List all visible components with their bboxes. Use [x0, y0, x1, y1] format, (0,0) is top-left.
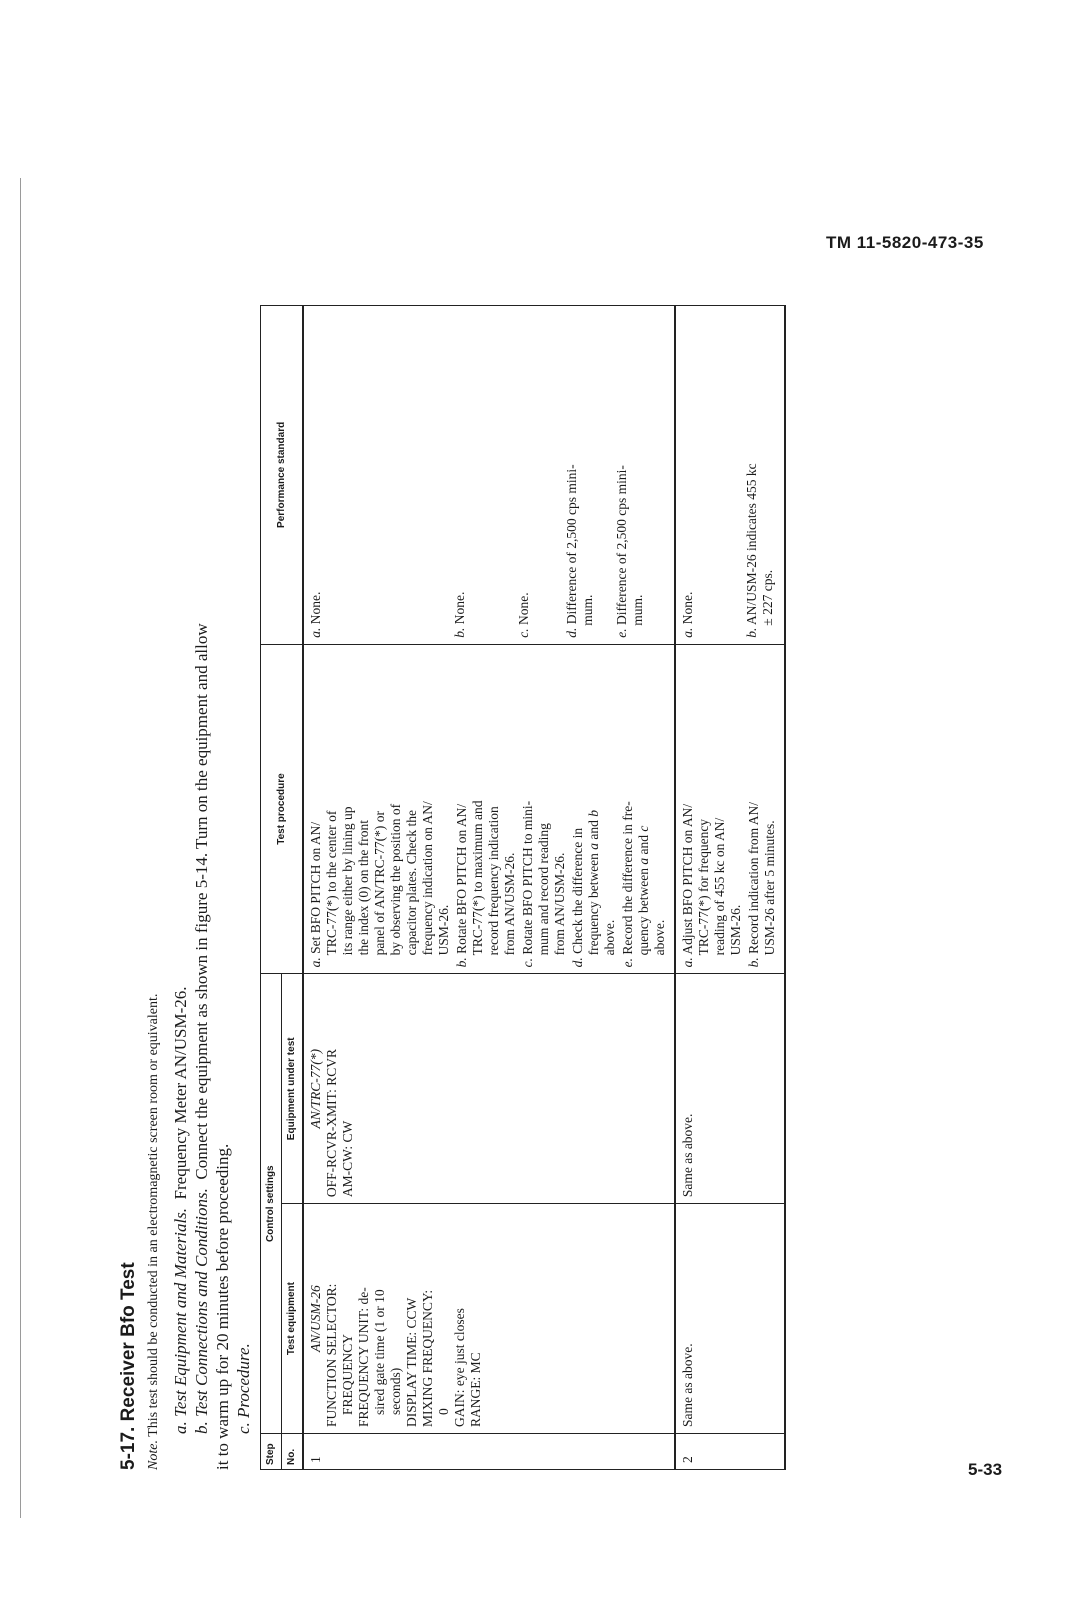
proc-item-c — [520, 651, 568, 968]
eut-line: OFF-RCVR-XMIT: RCVR — [324, 1048, 339, 1198]
step-1-performance-standard — [303, 306, 675, 645]
step-2-equipment-under-test: Same as above. — [675, 974, 785, 1204]
item-line — [636, 651, 652, 968]
perf-item-c — [516, 312, 564, 638]
note-label: Note. — [146, 1440, 161, 1470]
step-1-equipment-under-test — [303, 974, 675, 1204]
para-a-text: Frequency Meter AN/USM-26. — [171, 986, 190, 1200]
proc-item-a — [680, 651, 744, 968]
item-ref: b — [586, 809, 601, 817]
step-2-performance-standard — [675, 306, 785, 645]
item-line: its range either by lining up — [340, 806, 355, 956]
item-text: None. — [452, 591, 467, 625]
item-label: c. — [516, 628, 531, 638]
te-heading: AN/USM-26 — [308, 1285, 323, 1352]
te-line: FREQUENCY — [340, 1334, 355, 1416]
item-line: Adjust BFO PITCH on AN/ — [680, 803, 695, 955]
perf-item-a — [308, 312, 452, 638]
item-line: USM-26 after 5 minutes. — [762, 820, 777, 956]
item-label: d. — [570, 957, 585, 968]
item-line: TRC-77(*) to the center of — [324, 810, 339, 956]
section-note — [146, 170, 162, 1470]
item-label: b. — [452, 627, 467, 638]
item-label: e. — [620, 958, 635, 968]
item-label: a. — [680, 627, 695, 638]
item-line: Record the difference in fre- — [620, 801, 635, 955]
item-line — [586, 651, 602, 968]
item-label: d. — [564, 627, 579, 638]
item-line: ± 227 cps. — [760, 569, 775, 626]
item-ref: c — [636, 825, 651, 832]
item-line: above. — [602, 919, 617, 956]
te-line: sired gate time (1 or 10 — [372, 1289, 387, 1416]
item-line: from AN/USM-26. — [502, 852, 517, 956]
item-line: mum. — [580, 594, 595, 626]
step-1-test-procedure — [303, 644, 675, 974]
item-line: Difference of 2,500 cps mini- — [564, 464, 579, 625]
eut-line: AM-CW: CW — [340, 1120, 355, 1198]
item-line: panel of AN/TRC-77(*) or — [372, 811, 387, 956]
perf-item-b — [744, 312, 776, 638]
para-b-text-1: Connect the equipment as shown in figure 5-14. Turn on the equipment and allow — [192, 623, 211, 1180]
item-line: frequency indication on AN/ — [420, 801, 435, 956]
item-text: None. — [308, 591, 323, 625]
paragraph-b-continued: it to warm up for 20 minutes before proceeding. — [213, 1143, 232, 1470]
item-label: a. — [680, 957, 695, 968]
header-equipment-under-test: Equipment under test — [282, 974, 304, 1204]
te-line: DISPLAY TIME: CCW — [404, 1297, 419, 1428]
perf-item-b — [452, 312, 516, 638]
proc-item-d — [570, 651, 618, 968]
item-line: Record indication from AN/ — [746, 802, 761, 954]
section-title: 5-17. Receiver Bfo Test — [118, 1262, 139, 1470]
te-line: RANGE: MC — [468, 1352, 483, 1428]
item-line: Set BFO PITCH on AN/ — [308, 821, 323, 954]
header-no: No. — [282, 1434, 304, 1470]
te-line: 0 — [436, 1408, 451, 1416]
item-text: None. — [516, 592, 531, 625]
item-text: and — [636, 835, 651, 855]
item-line: mum and record reading — [536, 823, 551, 956]
item-line: record frequency indication — [486, 806, 501, 956]
item-label: b. — [746, 957, 761, 968]
item-line: the index (0) on the front — [356, 820, 371, 956]
paragraph-c — [233, 170, 254, 1470]
rotated-page-content — [118, 170, 898, 1470]
item-label: a. — [308, 957, 323, 968]
header-test-equipment: Test equipment — [282, 1204, 304, 1434]
item-text: frequency between — [586, 853, 601, 956]
step-2-no: 2 — [675, 1434, 785, 1470]
step-2-test-equipment: Same as above. — [675, 1204, 785, 1434]
proc-item-a — [308, 651, 452, 968]
item-line: TRC-77(*) for frequency — [696, 818, 711, 956]
item-line: USM-26. — [436, 904, 451, 956]
para-c-title: Procedure. — [234, 1343, 253, 1418]
para-a-label: a. — [171, 1421, 190, 1434]
item-line: Rotate BFO PITCH on AN/ — [454, 803, 469, 954]
eut-heading: AN/TRC-77(*) — [308, 1049, 323, 1129]
item-text: and — [586, 820, 601, 840]
table-row-step-2 — [675, 306, 785, 1470]
note-text: This test should be conducted in an electromagnetic screen room or equivalent. — [146, 993, 161, 1437]
tm-number-header: TM 11-5820-473-35 — [826, 233, 984, 252]
item-line: USM-26. — [728, 904, 743, 956]
para-a-title: Test Equipment and Materials. — [171, 1207, 190, 1417]
item-ref: a — [586, 842, 601, 850]
item-text: None. — [680, 591, 695, 625]
item-line: AN/USM-26 indicates 455 kc — [744, 463, 759, 625]
item-line: by observing the position of — [388, 803, 403, 956]
proc-item-b — [746, 651, 778, 968]
item-line: above. — [652, 919, 667, 956]
item-ref: a — [636, 857, 651, 865]
item-line: from AN/USM-26. — [552, 852, 567, 956]
te-line: FUNCTION SELECTOR: — [324, 1283, 339, 1428]
paragraph-a — [170, 170, 191, 1470]
item-label: c. — [520, 958, 535, 968]
te-line: seconds) — [388, 1367, 403, 1416]
te-line: FREQUENCY UNIT: de- — [356, 1287, 371, 1428]
item-line: Rotate BFO PITCH to mini- — [520, 800, 535, 955]
header-step: Step — [261, 1434, 282, 1470]
item-line: TRC-77(*) to maximum and — [470, 800, 485, 956]
header-performance-standard: Performance standard — [261, 306, 304, 645]
te-line: MIXING FREQUENCY: — [420, 1289, 435, 1428]
proc-item-b — [454, 651, 518, 968]
item-line: mum. — [630, 594, 645, 626]
item-text: quency between — [636, 868, 651, 956]
item-line: Check the difference in — [570, 827, 585, 954]
item-line: Difference of 2,500 cps mini- — [614, 465, 629, 625]
item-label: b. — [744, 627, 759, 638]
paragraph-b — [191, 170, 212, 1470]
step-1-test-equipment — [303, 1204, 675, 1434]
item-line: reading of 455 kc on AN/ — [712, 817, 727, 956]
procedure-table — [260, 305, 786, 1470]
table-row-step-1 — [303, 306, 675, 1470]
scan-margin-line — [20, 178, 21, 1518]
para-b-title: Test Connections and Conditions. — [192, 1188, 211, 1417]
perf-item-e — [614, 312, 646, 638]
header-test-procedure: Test procedure — [261, 644, 304, 974]
header-control-settings: Control settings — [261, 974, 282, 1434]
page-number: 5-33 — [968, 1460, 1003, 1479]
item-label: b. — [454, 957, 469, 968]
te-line: GAIN: eye just closes — [452, 1308, 467, 1428]
perf-item-d — [564, 312, 614, 638]
item-label: a. — [308, 627, 323, 638]
para-b-label: b. — [192, 1421, 211, 1434]
step-1-no: 1 — [303, 1434, 675, 1470]
table-header-row-1 — [261, 306, 282, 1470]
para-c-label: c. — [234, 1422, 253, 1434]
step-2-test-procedure — [675, 644, 785, 974]
item-label: e. — [614, 628, 629, 638]
item-line: capacitor plates. Check the — [404, 809, 419, 956]
perf-item-a — [680, 312, 744, 638]
proc-item-e — [620, 651, 668, 968]
